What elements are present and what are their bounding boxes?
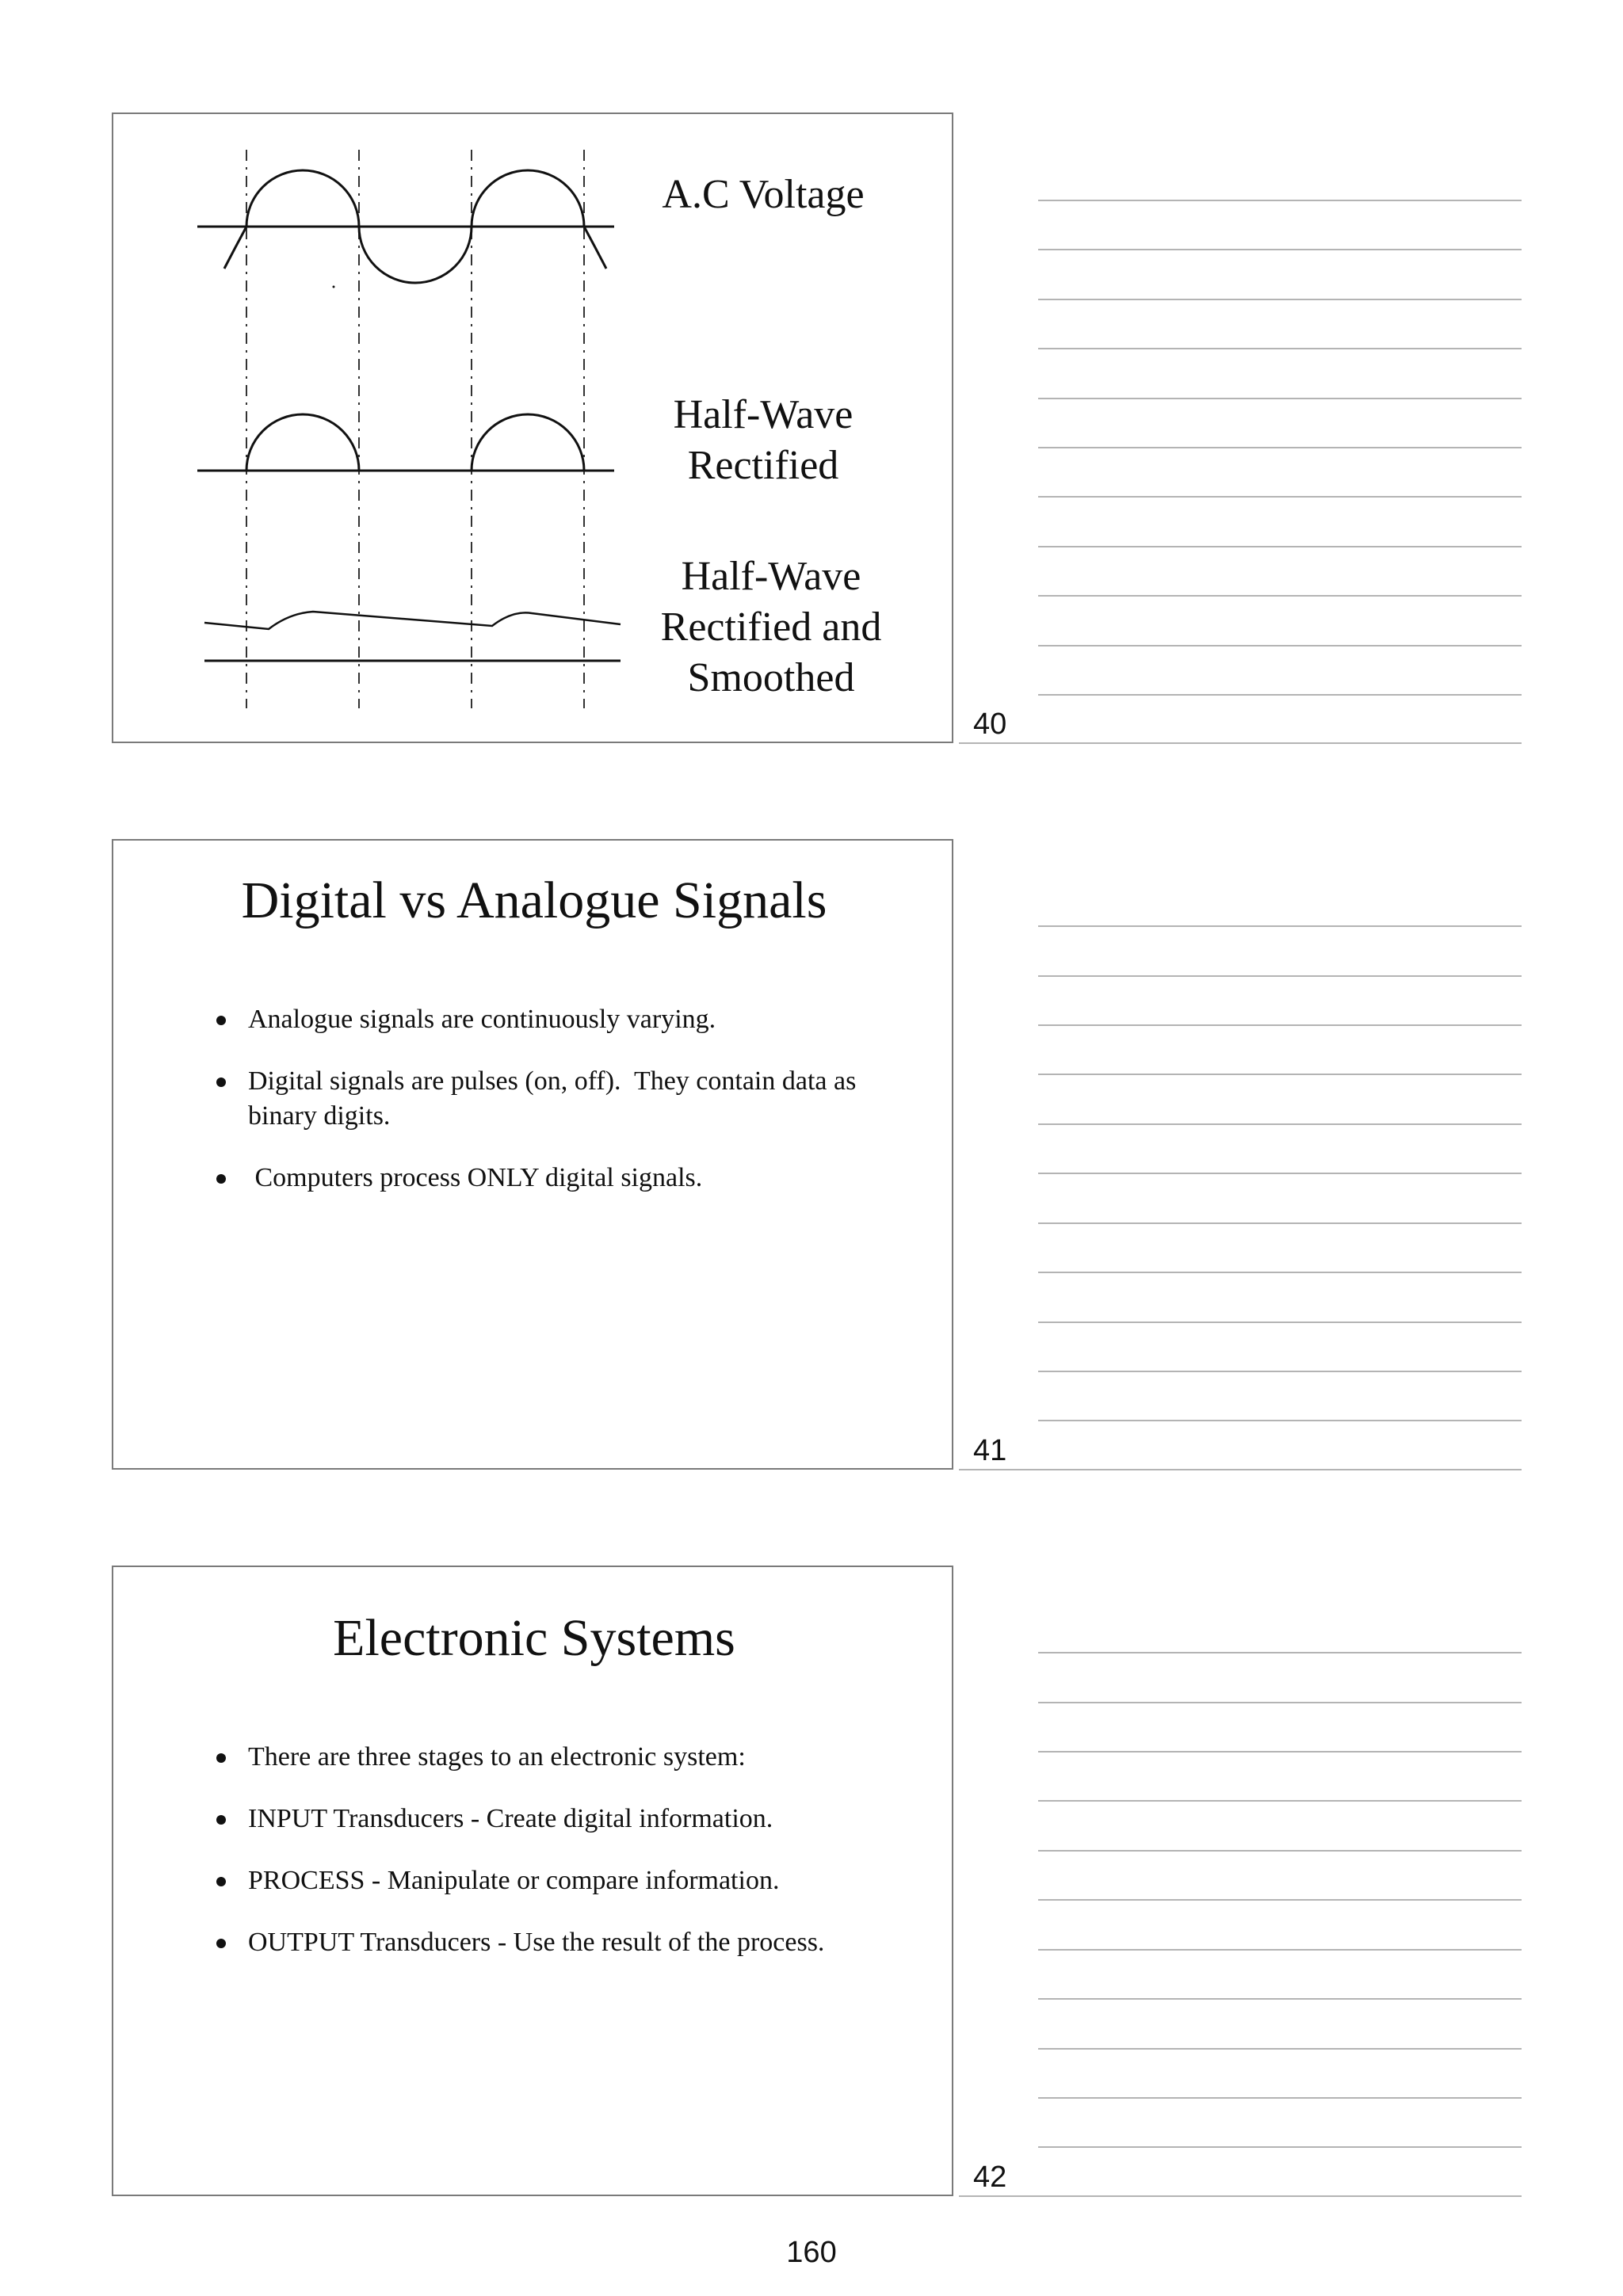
bullet-item: Computers process ONLY digital signals. (216, 1161, 866, 1196)
bullet-item: Digital signals are pulses (on, off). They contain data as binary digits. (216, 1064, 866, 1134)
bullet-dot (216, 1016, 226, 1025)
bullet-item: Analogue signals are continuously varying. (216, 1002, 866, 1037)
notes-line (1038, 546, 1522, 547)
slide-41 (112, 839, 953, 1470)
notes-line (1038, 1751, 1522, 1753)
notes-line (1038, 1074, 1522, 1075)
notes-line (1038, 496, 1522, 498)
notes-line (1038, 200, 1522, 201)
notes-line (1038, 249, 1522, 250)
bullet-dot (216, 1939, 226, 1948)
slide-42 (112, 1566, 953, 2196)
notes-line (1038, 348, 1522, 349)
half-wave-label: Half-Wave Rectified (673, 392, 854, 488)
notes-line (1038, 1371, 1522, 1372)
half-wave-waveform (246, 414, 584, 471)
notes-line (1038, 299, 1522, 300)
notes-line (1038, 1272, 1522, 1273)
slide-number-40: 40 (973, 707, 1007, 741)
notes-line (959, 1469, 1522, 1470)
notes-line (1038, 1850, 1522, 1852)
notes-line (1038, 1322, 1522, 1323)
bullet-item: INPUT Transducers - Create digital information. (216, 1802, 866, 1836)
bullet-list-42 (216, 1740, 866, 1987)
bullet-item: There are three stages to an electronic system: (216, 1740, 866, 1775)
notes-line (1038, 1702, 1522, 1703)
bullet-item: OUTPUT Transducers - Use the result of the process. (216, 1925, 866, 1960)
notes-line (1038, 398, 1522, 399)
bullet-dot (216, 1815, 226, 1825)
notes-line (1038, 1998, 1522, 2000)
bullet-dot (216, 1753, 226, 1763)
slide-40 (112, 113, 953, 743)
notes-line (1038, 2048, 1522, 2050)
notes-line (1038, 1949, 1522, 1951)
notes-line (1038, 2097, 1522, 2099)
notes-line (1038, 975, 1522, 977)
notes-line (959, 742, 1522, 744)
page-number: 160 (786, 2236, 837, 2269)
smoothed-label: Half-Wave Rectified and Smoothed (660, 554, 882, 700)
notes-line (1038, 1652, 1522, 1653)
stray-dot (333, 286, 335, 288)
notes-line (1038, 1123, 1522, 1125)
notes-line (1038, 1420, 1522, 1421)
notes-line (1038, 1222, 1522, 1224)
notes-line (1038, 1173, 1522, 1174)
notes-line (1038, 1800, 1522, 1802)
notes-line (1038, 447, 1522, 448)
smoothed-waveform (204, 612, 621, 629)
slide-title-42: Electronic Systems (333, 1609, 735, 1667)
bullet-list-41 (216, 1002, 866, 1222)
notes-line (1038, 595, 1522, 597)
bullet-dot (216, 1877, 226, 1886)
notes-line (1038, 2146, 1522, 2148)
ac-voltage-label: A.C Voltage (662, 172, 865, 217)
slide-number-42: 42 (973, 2161, 1007, 2194)
notes-line (1038, 1024, 1522, 1026)
bullet-dot (216, 1077, 226, 1087)
notes-line (1038, 1899, 1522, 1901)
notes-line (1038, 694, 1522, 696)
slide-number-41: 41 (973, 1434, 1007, 1467)
notes-line (959, 2195, 1522, 2197)
notes-line (1038, 645, 1522, 646)
bullet-item: PROCESS - Manipulate or compare information. (216, 1863, 866, 1898)
notes-line (1038, 925, 1522, 927)
bullet-dot (216, 1174, 226, 1184)
slide-title-41: Digital vs Analogue Signals (241, 871, 827, 929)
